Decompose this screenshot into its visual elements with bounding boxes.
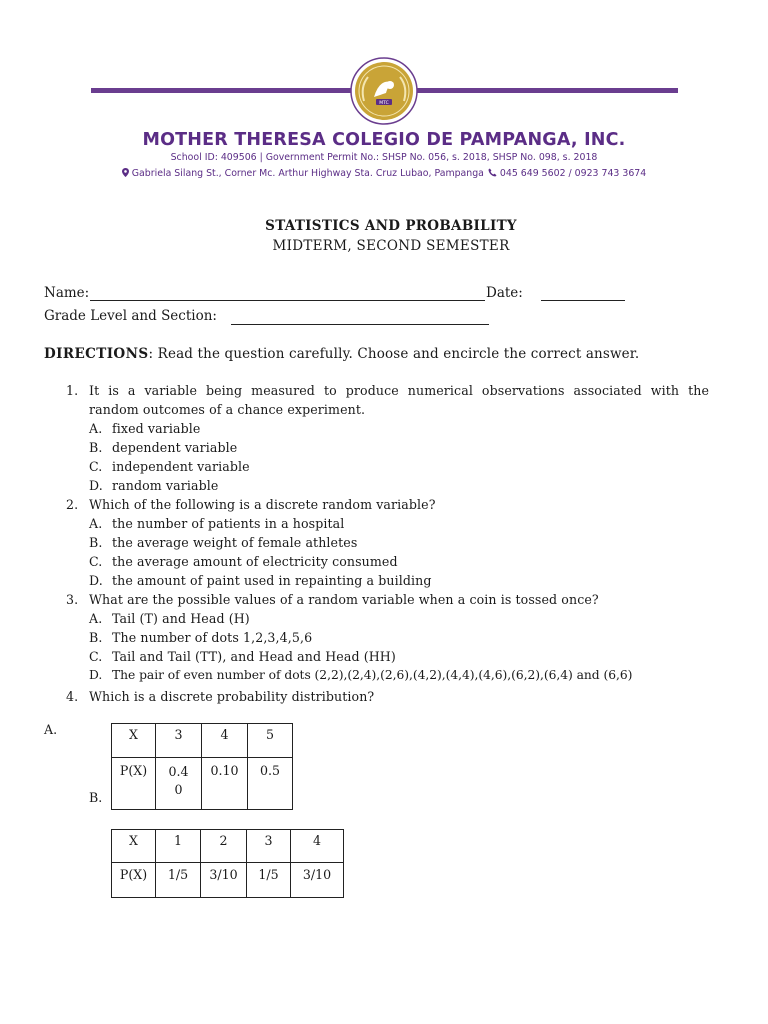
option-3d[interactable] xyxy=(89,668,632,682)
directions-label: DIRECTIONS xyxy=(44,346,149,362)
directions xyxy=(44,346,639,362)
table-b-prob-row xyxy=(112,863,344,898)
option-text: The number of dots 1,2,3,4,5,6 xyxy=(112,630,313,645)
school-name: MOTHER THERESA COLEGIO DE PAMPANGA, INC. xyxy=(142,130,626,150)
option-1c[interactable] xyxy=(89,459,250,474)
option-text: dependent variable xyxy=(112,440,238,455)
question-number: 1. xyxy=(66,383,79,398)
option-1a[interactable] xyxy=(89,421,200,436)
option-text: the average weight of female athletes xyxy=(112,535,358,550)
option-letter: D. xyxy=(89,668,103,682)
table-cell: 3 xyxy=(156,724,202,758)
option-letter: A. xyxy=(89,516,103,531)
option-text: the number of patients in a hospital xyxy=(112,516,345,531)
option-letter: B. xyxy=(89,630,103,645)
option-letter: C. xyxy=(89,554,103,569)
table-cell: 4 xyxy=(291,830,344,863)
option-text: the amount of paint used in repainting a building xyxy=(112,573,432,588)
table-cell: 5 xyxy=(248,724,293,758)
question-text-cont: random outcomes of a chance experiment. xyxy=(89,402,366,417)
header-rule-right xyxy=(414,88,678,93)
exam-subtitle: MIDTERM, SECOND SEMESTER xyxy=(272,238,510,254)
school-seal-icon xyxy=(350,57,418,125)
option-text: random variable xyxy=(112,478,219,493)
table-a-label[interactable]: A. xyxy=(44,722,58,737)
option-letter: D. xyxy=(89,573,103,588)
question-number: 2. xyxy=(66,497,79,512)
option-text: Tail (T) and Head (H) xyxy=(112,611,250,626)
option-text: The pair of even number of dots (2,2),(2,4),(2,6),(4,2),(4,4),(4,6),(6,2),(6,4) and (6,6) xyxy=(112,668,633,682)
option-letter: B. xyxy=(89,440,103,455)
school-meta: School ID: 409506 | Government Permit No.: SHSP No. 056, s. 2018, SHSP No. 098, s. 2018 xyxy=(170,152,598,163)
option-letter: B. xyxy=(89,535,103,550)
table-cell: 3 xyxy=(247,830,291,863)
option-text: the average amount of electricity consumed xyxy=(112,554,398,569)
name-label: Name: xyxy=(44,285,90,301)
table-cell: 0.10 xyxy=(202,758,248,810)
option-letter: C. xyxy=(89,649,103,664)
question-text: What are the possible values of a random variable when a coin is tossed once? xyxy=(89,592,599,607)
option-text: independent variable xyxy=(112,459,250,474)
table-cell: 1/5 xyxy=(156,863,201,898)
grade-section-blank[interactable] xyxy=(231,324,489,325)
table-cell: 1/5 xyxy=(247,863,291,898)
option-text: Tail and Tail (TT), and Head and Head (HH) xyxy=(112,649,396,664)
option-letter: A. xyxy=(89,611,103,626)
phone-icon xyxy=(488,168,497,177)
table-cell: 0.5 xyxy=(248,758,293,810)
table-cell: P(X) xyxy=(112,863,156,898)
option-2a[interactable] xyxy=(89,516,344,531)
exam-title: STATISTICS AND PROBABILITY xyxy=(265,218,517,234)
option-1b[interactable] xyxy=(89,440,237,455)
question-text: It is a variable being measured to produce numerical observations associated with the xyxy=(89,383,709,398)
table-b xyxy=(111,829,344,898)
name-blank[interactable] xyxy=(90,300,485,301)
grade-section-label: Grade Level and Section: xyxy=(44,308,217,324)
question-number: 4. xyxy=(66,689,79,704)
option-letter: A. xyxy=(89,421,103,436)
table-a-prob-row xyxy=(112,758,293,810)
question-text: Which is a discrete probability distribution? xyxy=(89,689,375,704)
table-cell: 1 xyxy=(156,830,201,863)
header-rule-left xyxy=(91,88,357,93)
table-cell: X xyxy=(112,830,156,863)
table-cell: 3/10 xyxy=(291,863,344,898)
table-a xyxy=(111,723,293,810)
table-cell: 4 xyxy=(202,724,248,758)
table-cell: P(X) xyxy=(112,758,156,810)
school-phone: 045 649 5602 / 0923 743 3674 xyxy=(499,168,647,179)
option-letter: D. xyxy=(89,478,103,493)
date-label: Date: xyxy=(486,285,523,301)
table-cell: X xyxy=(112,724,156,758)
date-blank[interactable] xyxy=(541,300,625,301)
table-b-header-row xyxy=(112,830,344,863)
question-text: Which of the following is a discrete random variable? xyxy=(89,497,436,512)
table-a-header-row xyxy=(112,724,293,758)
table-cell: 2 xyxy=(201,830,247,863)
option-3a[interactable] xyxy=(89,611,250,626)
option-3b[interactable] xyxy=(89,630,312,645)
seal-text: MTC xyxy=(379,101,389,106)
table-cell: 3/10 xyxy=(201,863,247,898)
option-text: fixed variable xyxy=(112,421,201,436)
option-letter: C. xyxy=(89,459,103,474)
option-1d[interactable] xyxy=(89,478,218,493)
table-cell: 0.4 0 xyxy=(156,758,202,810)
school-address: Gabriela Silang St., Corner Mc. Arthur Highway Sta. Cruz Lubao, Pampanga xyxy=(131,168,484,179)
option-2d[interactable] xyxy=(89,573,432,588)
table-b-label[interactable]: B. xyxy=(89,790,103,805)
school-address-line xyxy=(0,168,768,179)
location-pin-icon xyxy=(122,168,129,177)
option-2c[interactable] xyxy=(89,554,398,569)
directions-text: : Read the question carefully. Choose and encircle the correct answer. xyxy=(148,346,640,362)
option-3c[interactable] xyxy=(89,649,396,664)
question-number: 3. xyxy=(66,592,79,607)
option-2b[interactable] xyxy=(89,535,357,550)
